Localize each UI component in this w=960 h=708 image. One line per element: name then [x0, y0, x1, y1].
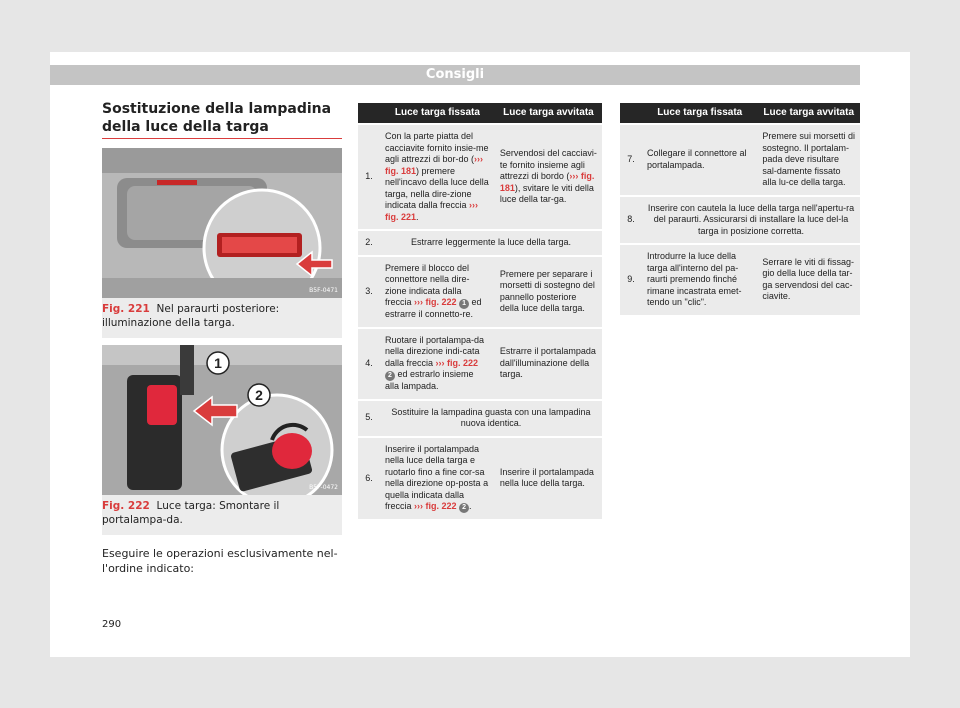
step-screwed: Servendosi del cacciavi-te fornito insieme agli attrezzi di bordo (››› fig. 181), svitare le viti della luce della tar-ga.	[495, 125, 602, 229]
procedure-table-2	[620, 101, 860, 317]
step-screwed: Inserire il portalampada nella luce della targa.	[495, 438, 602, 520]
step-number: 5.	[358, 401, 380, 436]
section-title: Sostituzione della lampadina della luce della targa	[102, 101, 332, 135]
intro-text: Eseguire le operazioni esclusivamente nel-l'ordine indicato:	[102, 547, 338, 575]
figure-222	[102, 345, 342, 535]
fig-link[interactable]: ››› fig. 222	[414, 501, 457, 511]
table-header-fixed: Luce targa fissata	[380, 103, 495, 123]
step-number: 4.	[358, 329, 380, 399]
figure-number: Fig. 222	[102, 500, 150, 512]
figure-221	[102, 148, 342, 338]
callout-1: 1	[214, 355, 222, 371]
step-screwed: Premere per separare i morsetti di sostegno del pannello posteriore della luce della targa.	[495, 257, 602, 327]
table-row	[358, 231, 602, 255]
table-row	[358, 438, 602, 520]
table-row	[358, 401, 602, 436]
figure-caption	[102, 499, 342, 527]
license-plate-light-photo	[102, 148, 342, 298]
callout-badge: 1	[459, 299, 469, 309]
step-number: 1.	[358, 125, 380, 229]
step-screwed: Serrare le viti di fissag-gio della luce della tar-ga servendosi del cac-ciavite.	[757, 245, 860, 315]
step-fixed: Con la parte piatta del cacciavite fornito insie-me agli attrezzi di bor-do (››› fig. 181) premere nell'incavo della luce della targa, nella dire-zione indicata dalla freccia ››› fig. 221.	[380, 125, 495, 229]
step-fixed: Collegare il connettore al portalampada.	[642, 125, 757, 195]
figure-code: B5F-0471	[309, 287, 338, 294]
figure-caption	[102, 302, 342, 330]
step-common: Sostituire la lampadina guasta con una lampadina nuova identica.	[380, 401, 602, 436]
step-number: 9.	[620, 245, 642, 315]
fig-link[interactable]: ››› fig. 181	[385, 154, 484, 176]
step-number: 8.	[620, 197, 642, 244]
figure-code: B5F-0472	[309, 484, 338, 491]
step-number: 3.	[358, 257, 380, 327]
lamp-holder-illustration-icon	[102, 345, 342, 495]
table-header-num	[358, 103, 380, 123]
chapter-header: Consigli	[50, 65, 860, 85]
lamp-holder-photo	[102, 345, 342, 495]
step-screwed: Premere sui morsetti di sostegno. Il portalam-pada deve risultare sal-damente fissato alla lu-ce della targa.	[757, 125, 860, 195]
fig-link[interactable]: ››› fig. 181	[499, 171, 595, 193]
step-number: 6.	[358, 438, 380, 520]
table-header-fixed: Luce targa fissata	[642, 103, 757, 123]
table-row	[358, 257, 602, 327]
figure-caption-text: Luce targa: Smontare il portalampa-da.	[102, 500, 280, 526]
fig-link[interactable]: ››› fig. 222	[435, 357, 479, 368]
table-row	[358, 329, 602, 399]
step-number: 2.	[358, 231, 380, 255]
procedure-table-1	[358, 101, 602, 521]
fig-link[interactable]: ››› fig. 222	[414, 297, 457, 307]
step-number: 7.	[620, 125, 642, 195]
step-fixed: Introdurre la luce della targa all'interno del pa-raurti premendo finché rimane incastrata emet-tendo un "clic".	[642, 245, 757, 315]
step-fixed: Premere il blocco del connettore nella dire-zione indicata dalla freccia ››› fig. 222 1 ed estrarre il connetto-re.	[380, 257, 495, 327]
fig-link[interactable]: ››› fig. 221	[385, 200, 479, 222]
callout-badge: 2	[459, 503, 469, 513]
title-divider	[102, 138, 342, 139]
table-row	[358, 125, 602, 229]
step-fixed: Inserire il portalampada nella luce della targa e ruotarlo fino a fine cor-sa nella direzione op-posta a quella indicata dalla freccia ››› fig. 222 2 .	[380, 438, 495, 520]
table-header-screwed: Luce targa avvitata	[757, 103, 860, 123]
step-screwed: Estrarre il portalampada dall'illuminazione della targa.	[495, 329, 602, 399]
table-row	[620, 245, 860, 315]
page-number: 290	[102, 619, 122, 630]
table-header-num	[620, 103, 642, 123]
step-common: Inserire con cautela la luce della targa nell'apertu-ra del paraurti. Assicurarsi di installare la luce del-la targa in posizione corretta.	[642, 197, 860, 244]
step-common: Estrarre leggermente la luce della targa.	[380, 231, 602, 255]
table-header-screwed: Luce targa avvitata	[495, 103, 602, 123]
callout-2: 2	[255, 387, 263, 403]
callout-badge: 2	[385, 371, 395, 381]
figure-caption-text: Nel paraurti posteriore: illuminazione della targa.	[102, 303, 280, 329]
table-row	[620, 125, 860, 195]
figure-number: Fig. 221	[102, 303, 150, 315]
table-row	[620, 197, 860, 244]
bumper-illustration-icon	[102, 148, 342, 298]
step-fixed: Ruotare il portalampa-da nella direzione indi-cata dalla freccia ››› fig. 222 2 ed estrarlo insieme alla lampada.	[380, 329, 495, 399]
